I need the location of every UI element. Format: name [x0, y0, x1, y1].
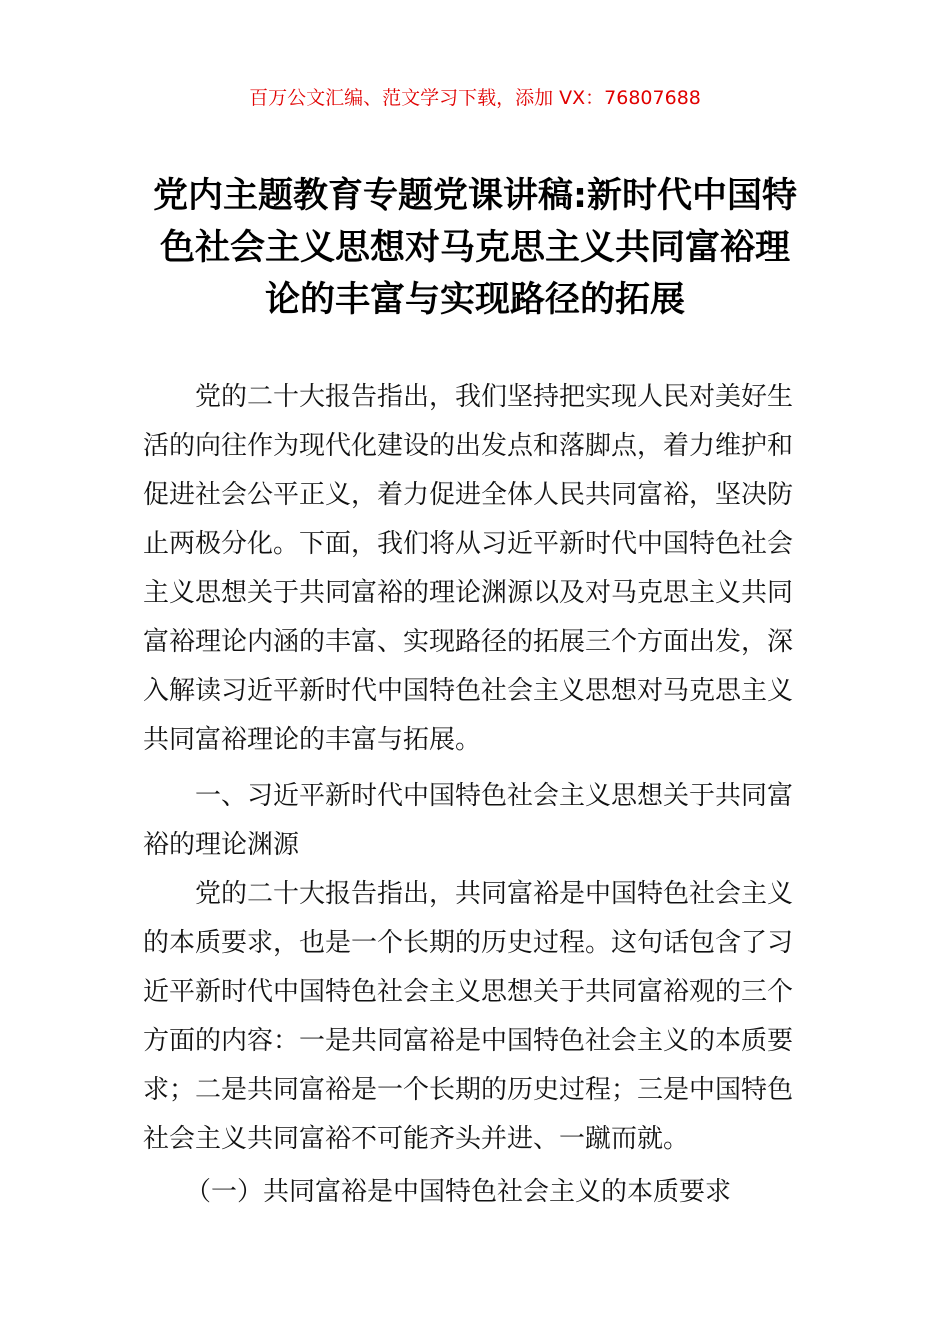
intro-paragraph — [143, 373, 811, 765]
paragraph-line: 活的向往作为现代化建设的出发点和落脚点，着力维护和 — [143, 431, 794, 461]
heading-line: （一）共同富裕是中国特色社会主义的本质要求 — [185, 1177, 732, 1207]
paragraph-line: 近平新时代中国特色社会主义思想关于共同富裕观的三个 — [143, 977, 794, 1007]
paragraph-line: 共同富裕理论的丰富与拓展。 — [143, 725, 482, 755]
paragraph-line: 党的二十大报告指出，共同富裕是中国特色社会主义 — [195, 879, 794, 909]
body-paragraph — [143, 870, 811, 1164]
paragraph-line: 止两极分化。下面，我们将从习近平新时代中国特色社会 — [143, 529, 794, 559]
title-line: 色社会主义思想对马克思主义共同富裕理 — [159, 228, 790, 268]
heading-line: 一、习近平新时代中国特色社会主义思想关于共同富 — [195, 781, 794, 811]
paragraph-line: 求；二是共同富裕是一个长期的历史过程；三是中国特色 — [143, 1075, 794, 1105]
paragraph-line: 党的二十大报告指出，我们坚持把实现人民对美好生 — [195, 382, 794, 412]
title-line: 党内主题教育专题党课讲稿:新时代中国特 — [153, 176, 797, 216]
paragraph-line: 主义思想关于共同富裕的理论渊源以及对马克思主义共同 — [143, 578, 794, 608]
heading-line: 裕的理论渊源 — [143, 830, 300, 860]
paragraph-line: 方面的内容：一是共同富裕是中国特色社会主义的本质要 — [143, 1026, 794, 1056]
paragraph-line: 促进社会公平正义，着力促进全体人民共同富裕，坚决防 — [143, 480, 794, 510]
document-title — [140, 170, 810, 326]
subsection-heading — [143, 1168, 811, 1217]
paragraph-line: 入解读习近平新时代中国特色社会主义思想对马克思主义 — [143, 676, 794, 706]
section-heading — [143, 772, 811, 870]
header-note: 百万公文汇编、范文学习下载，添加 VX：76807688 — [249, 87, 701, 109]
paragraph-line: 社会主义共同富裕不可能齐头并进、一蹴而就。 — [143, 1124, 690, 1154]
paragraph-line: 富裕理论内涵的丰富、实现路径的拓展三个方面出发，深 — [143, 627, 794, 657]
paragraph-line: 的本质要求，也是一个长期的历史过程。这句话包含了习 — [143, 928, 794, 958]
title-line: 论的丰富与实现路径的拓展 — [264, 280, 685, 320]
